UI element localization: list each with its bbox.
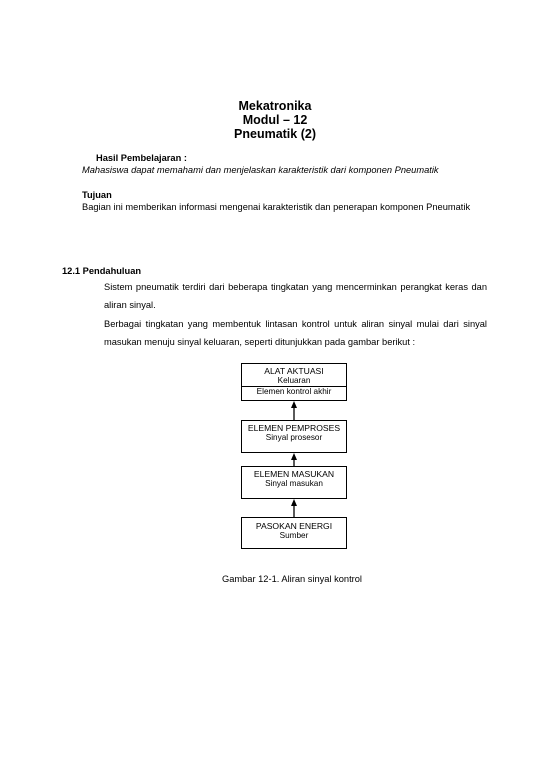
section-heading: 12.1 Pendahuluan xyxy=(62,266,142,276)
processing-element-box xyxy=(241,420,347,453)
actuator-output-label: Keluaran xyxy=(277,376,311,385)
learning-outcome-heading: Hasil Pembelajaran : xyxy=(96,153,187,163)
actuator-box xyxy=(241,363,347,401)
title-line-1: Mekatronika xyxy=(238,99,312,113)
objective-heading: Tujuan xyxy=(82,190,112,200)
input-element-sub: Sinyal masukan xyxy=(265,479,323,488)
processing-element-title: ELEMEN PEMPROSES xyxy=(247,423,341,433)
section-paragraph-2: Berbagai tingkatan yang membentuk lintasan kontrol untuk aliran sinyal mulai dari sinyal masukan menuju sinyal keluaran, seperti ditunjukkan pada gambar berikut : xyxy=(104,319,487,347)
learning-outcome-text: Mahasiswa dapat memahami dan menjelaskan karakteristik dari komponen Pneumatik xyxy=(82,165,439,175)
energy-supply-box xyxy=(241,517,347,549)
title-line-3: Pneumatik (2) xyxy=(234,127,316,141)
actuator-title: ALAT AKTUASI xyxy=(264,366,324,376)
title-line-2: Modul – 12 xyxy=(242,113,308,127)
arrow-up-icon xyxy=(291,453,297,466)
input-element-title: ELEMEN MASUKAN xyxy=(253,469,335,479)
arrow-up-icon xyxy=(291,499,297,517)
section-paragraph-1: Sistem pneumatik terdiri dari beberapa tingkatan yang mencerminkan perangkat keras dan aliran sinyal. xyxy=(104,282,487,310)
figure-caption: Gambar 12-1. Aliran sinyal kontrol xyxy=(221,574,363,584)
arrow-up-icon xyxy=(291,401,297,420)
input-element-box xyxy=(241,466,347,499)
actuator-final-control-label: Elemen kontrol akhir xyxy=(242,386,346,397)
objective-text: Bagian ini memberikan informasi mengenai karakteristik dan penerapan komponen Pneumatik xyxy=(82,202,471,212)
energy-supply-title: PASOKAN ENERGI xyxy=(255,521,333,531)
energy-supply-sub: Sumber xyxy=(279,531,309,540)
processing-element-sub: Sinyal prosesor xyxy=(265,433,323,442)
